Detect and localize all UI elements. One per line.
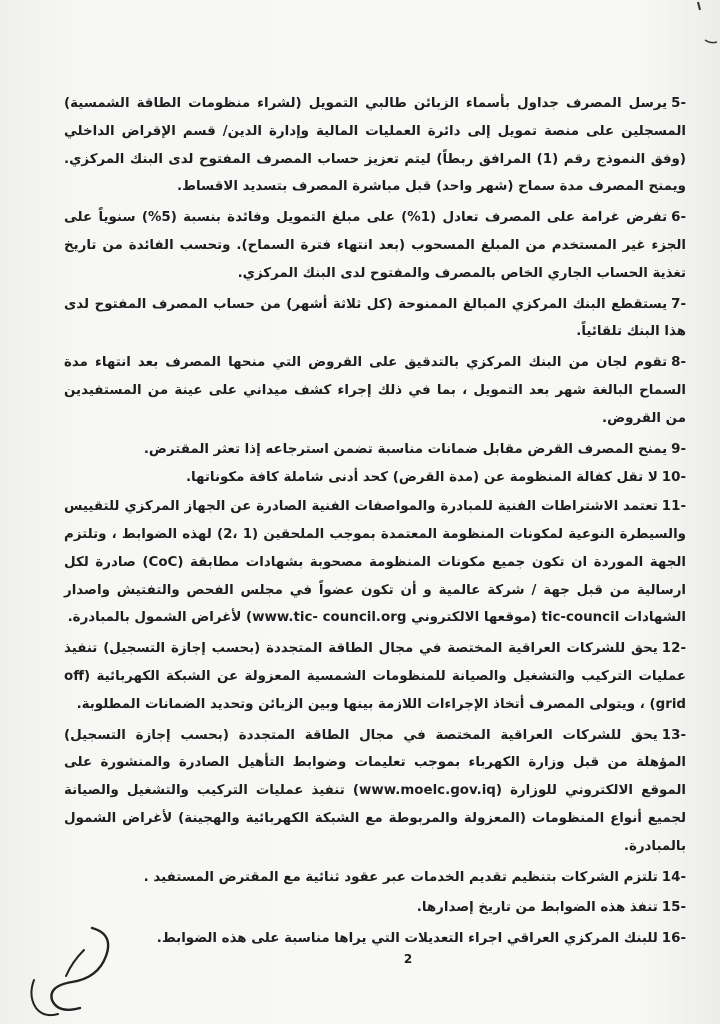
- page-number: 2: [403, 952, 413, 966]
- list-item: [64, 864, 686, 892]
- item-number: -5: [671, 96, 686, 111]
- list-item: [64, 349, 686, 432]
- list-item: [64, 894, 686, 922]
- item-text: لا تقل كفالة المنظومة عن (مدة القرض) كحد أدنى شاملة كافة مكوناتها.: [185, 470, 658, 486]
- item-text: يحق للشركات العراقية المختصة في مجال الطاقة المتجددة (بحسب إجازة التسجيل) المؤهلة من قبل وزارة الكهرباء بموجب تعليمات وضوابط التأهيل الصادرة والمنشورة على الموقع الالكتروني للوزارة (www.moelc.gov.iq) تنفيذ عمليات التركيب والتشغيل والصيانة لجميع أنواع المنظومات (المعزولة والمربوطة مع الشبكة الكهربائية والهجينة) لأغراض الشمول بالمبادرة.: [64, 727, 686, 854]
- item-number: -15: [661, 900, 686, 916]
- item-text: يمنح المصرف القرض مقابل ضمانات مناسبة تضمن استرجاعه إذا تعثر المقترض.: [143, 441, 668, 457]
- item-text: يرسل المصرف جداول بأسماء الزبائن طالبي التمويل (لشراء منظومات الطاقة الشمسية) المسجلين على منصة تمويل إلى دائرة العمليات المالية وإدارة الدين/ قسم الإقراض الداخلي (وفق النموذج رقم (1) المرافق ربطاً) ليتم تعزيز حساب المصرف المفتوح لدى البنك المركزي. ويمنح المصرف مدة سماح (شهر واحد) قبل مباشرة المصرف بتسديد الاقساط.: [64, 96, 686, 195]
- item-number: -9: [671, 441, 686, 457]
- item-text: للبنك المركزي العراقي اجراء التعديلات التي يراها مناسبة على هذه الضوابط.: [156, 931, 658, 947]
- item-text: تلتزم الشركات بتنظيم تقديم الخدمات عبر عقود ثنائية مع المقترض المستفيد .: [143, 869, 658, 885]
- item-text: تقوم لجان من البنك المركزي بالتدقيق على القروض التي منحها المصرف بعد انتهاء مدة السماح البالغة شهر بعد التمويل ، بما في ذلك إجراء كشف ميداني على عينة من المستفيدين من القروض.: [64, 355, 686, 426]
- item-text: تفرض غرامة على المصرف تعادل (1%) على مبلغ التمويل وفائدة بنسبة (5%) سنوياً على الجزء غير المستخدم من المبلغ المسحوب (بعد انتهاء فترة السماح). وتحسب الفائدة من تاريخ تغذية الحساب الجاري الخاص بالمصرف والمفتوح لدى البنك المركزي.: [64, 210, 686, 281]
- list-item: [64, 493, 686, 632]
- list-item: [64, 436, 686, 464]
- item-number: -13: [661, 727, 686, 743]
- item-number: -6: [671, 210, 687, 226]
- list-item: [64, 204, 686, 287]
- item-number: -16: [661, 931, 686, 947]
- list-item: [64, 722, 686, 861]
- item-text: تنفذ هذه الضوابط من تاريخ إصدارها.: [416, 900, 658, 916]
- item-number: -10: [661, 470, 686, 486]
- signature-mark: [22, 920, 122, 1020]
- list-item: [64, 635, 686, 718]
- list-item: [64, 925, 686, 953]
- item-number: -14: [661, 869, 686, 885]
- item-number: -12: [661, 641, 686, 657]
- item-number: -11: [661, 499, 686, 515]
- list-item: [64, 291, 686, 347]
- item-text: يستقطع البنك المركزي المبالغ الممنوحة (كل ثلاثة أشهر) من حساب المصرف المفتوح لدى هذا البنك تلقائياً.: [64, 296, 686, 340]
- list-item: [64, 464, 686, 492]
- corner-mark: [695, 0, 720, 50]
- list-item: [64, 90, 686, 201]
- item-number: -8: [671, 355, 686, 371]
- item-text: يحق للشركات العراقية المختصة في مجال الطاقة المتجددة (بحسب إجازة التسجيل) تنفيذ عمليات التركيب والتشغيل والصيانة للمنظومات الشمسية المعزولة عن الشبكة الكهربائية (off grid) ، ويتولى المصرف أتخاذ الإجراءات اللازمة بينها وبين الزبائن وتحديد الضمانات المطلوبة.: [64, 641, 686, 712]
- regulations-list: [64, 90, 686, 956]
- item-number: -7: [671, 296, 686, 312]
- item-text: تعتمد الاشتراطات الفنية للمبادرة والمواصفات الفنية الصادرة عن الجهاز المركزي للتقييس والسيطرة النوعية لمكونات المنظومة المعتمدة بموجب الملحقين (1 ،2) لهذه الضوابط ، وتلتزم الجهة الموردة ان تكون جميع مكونات المنظومة مصحوبة بشهادات مطابقة (CoC) صادرة لكل ارسالية من قبل جهة / شركة عالمية و أن تكون عضواً في مجلس الفحص والتفتيش واصدار الشهادات tic-council (موقعها الالكتروني www.tic- council.org) لأغراض الشمول بالمبادرة.: [64, 499, 686, 626]
